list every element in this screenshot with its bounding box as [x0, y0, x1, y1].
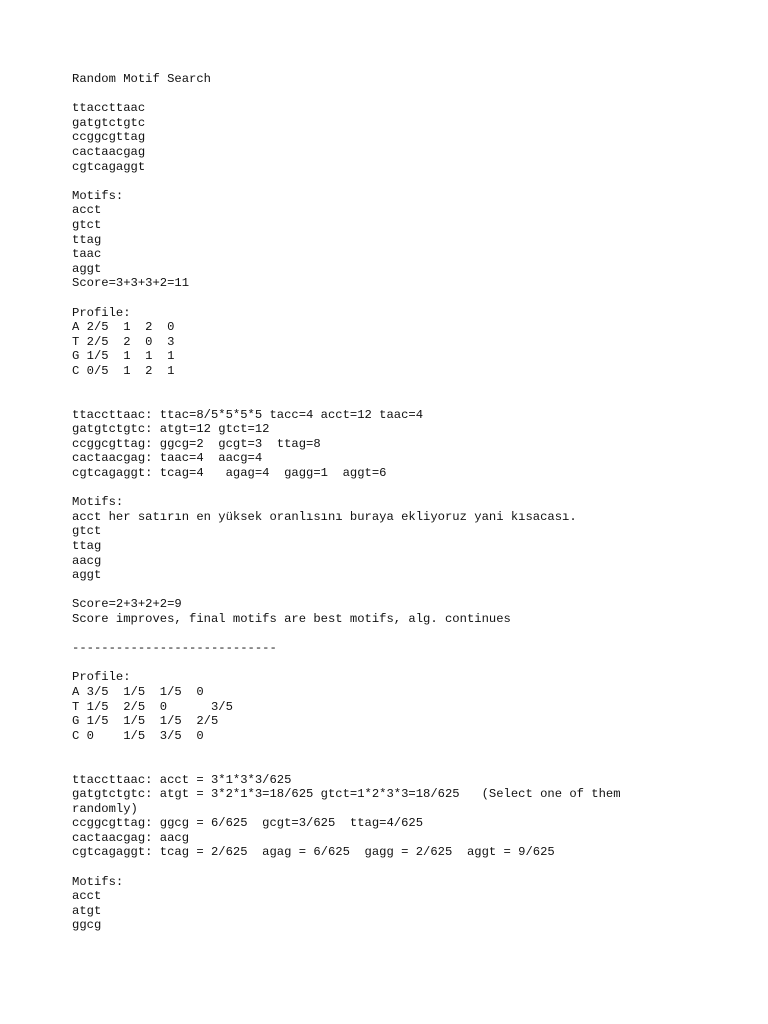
text-line — [72, 656, 712, 671]
text-line — [72, 378, 712, 393]
motif-line: aggt — [72, 568, 102, 583]
text-line — [72, 758, 712, 773]
text-line — [72, 481, 712, 496]
document-title: Random Motif Search — [72, 72, 211, 86]
motif-line: gtct — [72, 217, 102, 232]
sequence-line: ttaccttaac — [72, 101, 146, 116]
profile-row: C 0 1/5 3/5 0 — [72, 728, 204, 743]
probability-line: cactaacgag: aacg — [72, 830, 190, 845]
sequence-line: ccggcgttag — [72, 130, 146, 145]
probability-line: ttaccttaac: acct = 3*1*3*3/625 — [72, 772, 292, 787]
motif-line: ttag — [72, 232, 102, 247]
text-line — [72, 860, 712, 875]
motif-line: ttag — [72, 539, 102, 553]
profile-row: T 1/5 2/5 0 3/5 — [72, 699, 233, 714]
text-line — [72, 87, 712, 102]
text-line — [72, 174, 712, 189]
profile-row: G 1/5 1/5 1/5 2/5 — [72, 714, 219, 729]
text-line — [72, 627, 712, 642]
probability-line: ccggcgttag: ggcg=2 gcgt=3 ttag=8 — [72, 436, 321, 451]
score-line: Score=2+3+2+2=9 — [72, 597, 182, 612]
probability-line: cgtcagaggt: tcag = 2/625 agag = 6/625 gagg = 2/625 aggt = 9/625 — [72, 845, 555, 860]
motif-line: taac — [72, 247, 102, 262]
probability-line: gatgtctgtc: atgt = 3*2*1*3=18/625 gtct=1*2*3*3=18/625 (Select one of them — [72, 787, 621, 802]
score-line: Score=3+3+3+2=11 — [72, 276, 190, 291]
probability-line: ccggcgttag: ggcg = 6/625 gcgt=3/625 ttag=4/625 — [72, 816, 424, 831]
section-heading: Motifs: — [72, 495, 124, 510]
profile-row: C 0/5 1 2 1 — [72, 363, 175, 378]
document-page — [72, 72, 712, 933]
text-line — [72, 743, 712, 758]
motif-line: acct — [72, 889, 102, 904]
probability-line: cgtcagaggt: tcag=4 agag=4 gagg=1 aggt=6 — [72, 466, 387, 481]
motif-line: acct her satırın en yüksek oranlısını buraya ekliyoruz yani kısacası. — [72, 509, 577, 524]
profile-row: G 1/5 1 1 1 — [72, 349, 175, 364]
sequence-line: cactaacgag — [72, 144, 146, 159]
text-line — [72, 583, 712, 598]
section-heading: Motifs: — [72, 188, 124, 203]
text-line — [72, 291, 712, 306]
text-line: Score improves, final motifs are best motifs, alg. continues — [72, 611, 511, 626]
motif-line: ggcg — [72, 918, 102, 933]
motif-line: aggt — [72, 261, 102, 276]
section-heading: Motifs: — [72, 874, 124, 889]
motif-line: gtct — [72, 524, 102, 539]
probability-line: ttaccttaac: ttac=8/5*5*5*5 tacc=4 acct=12 taac=4 — [72, 407, 424, 422]
probability-line: gatgtctgtc: atgt=12 gtct=12 — [72, 422, 270, 437]
motif-line: aacg — [72, 553, 102, 568]
section-heading: Profile: — [72, 305, 131, 320]
divider-line: ---------------------------- — [72, 641, 277, 656]
sequence-line: gatgtctgtc — [72, 115, 146, 130]
motif-line: atgt — [72, 903, 102, 918]
profile-row: A 2/5 1 2 0 — [72, 320, 175, 335]
sequence-line: cgtcagaggt — [72, 159, 146, 174]
profile-row: A 3/5 1/5 1/5 0 — [72, 684, 204, 699]
probability-line: cactaacgag: taac=4 aacg=4 — [72, 451, 263, 466]
text-line: randomly) — [72, 801, 138, 816]
motif-line: acct — [72, 203, 102, 218]
profile-row: T 2/5 2 0 3 — [72, 334, 175, 349]
section-heading: Profile: — [72, 670, 131, 685]
text-line — [72, 393, 712, 408]
